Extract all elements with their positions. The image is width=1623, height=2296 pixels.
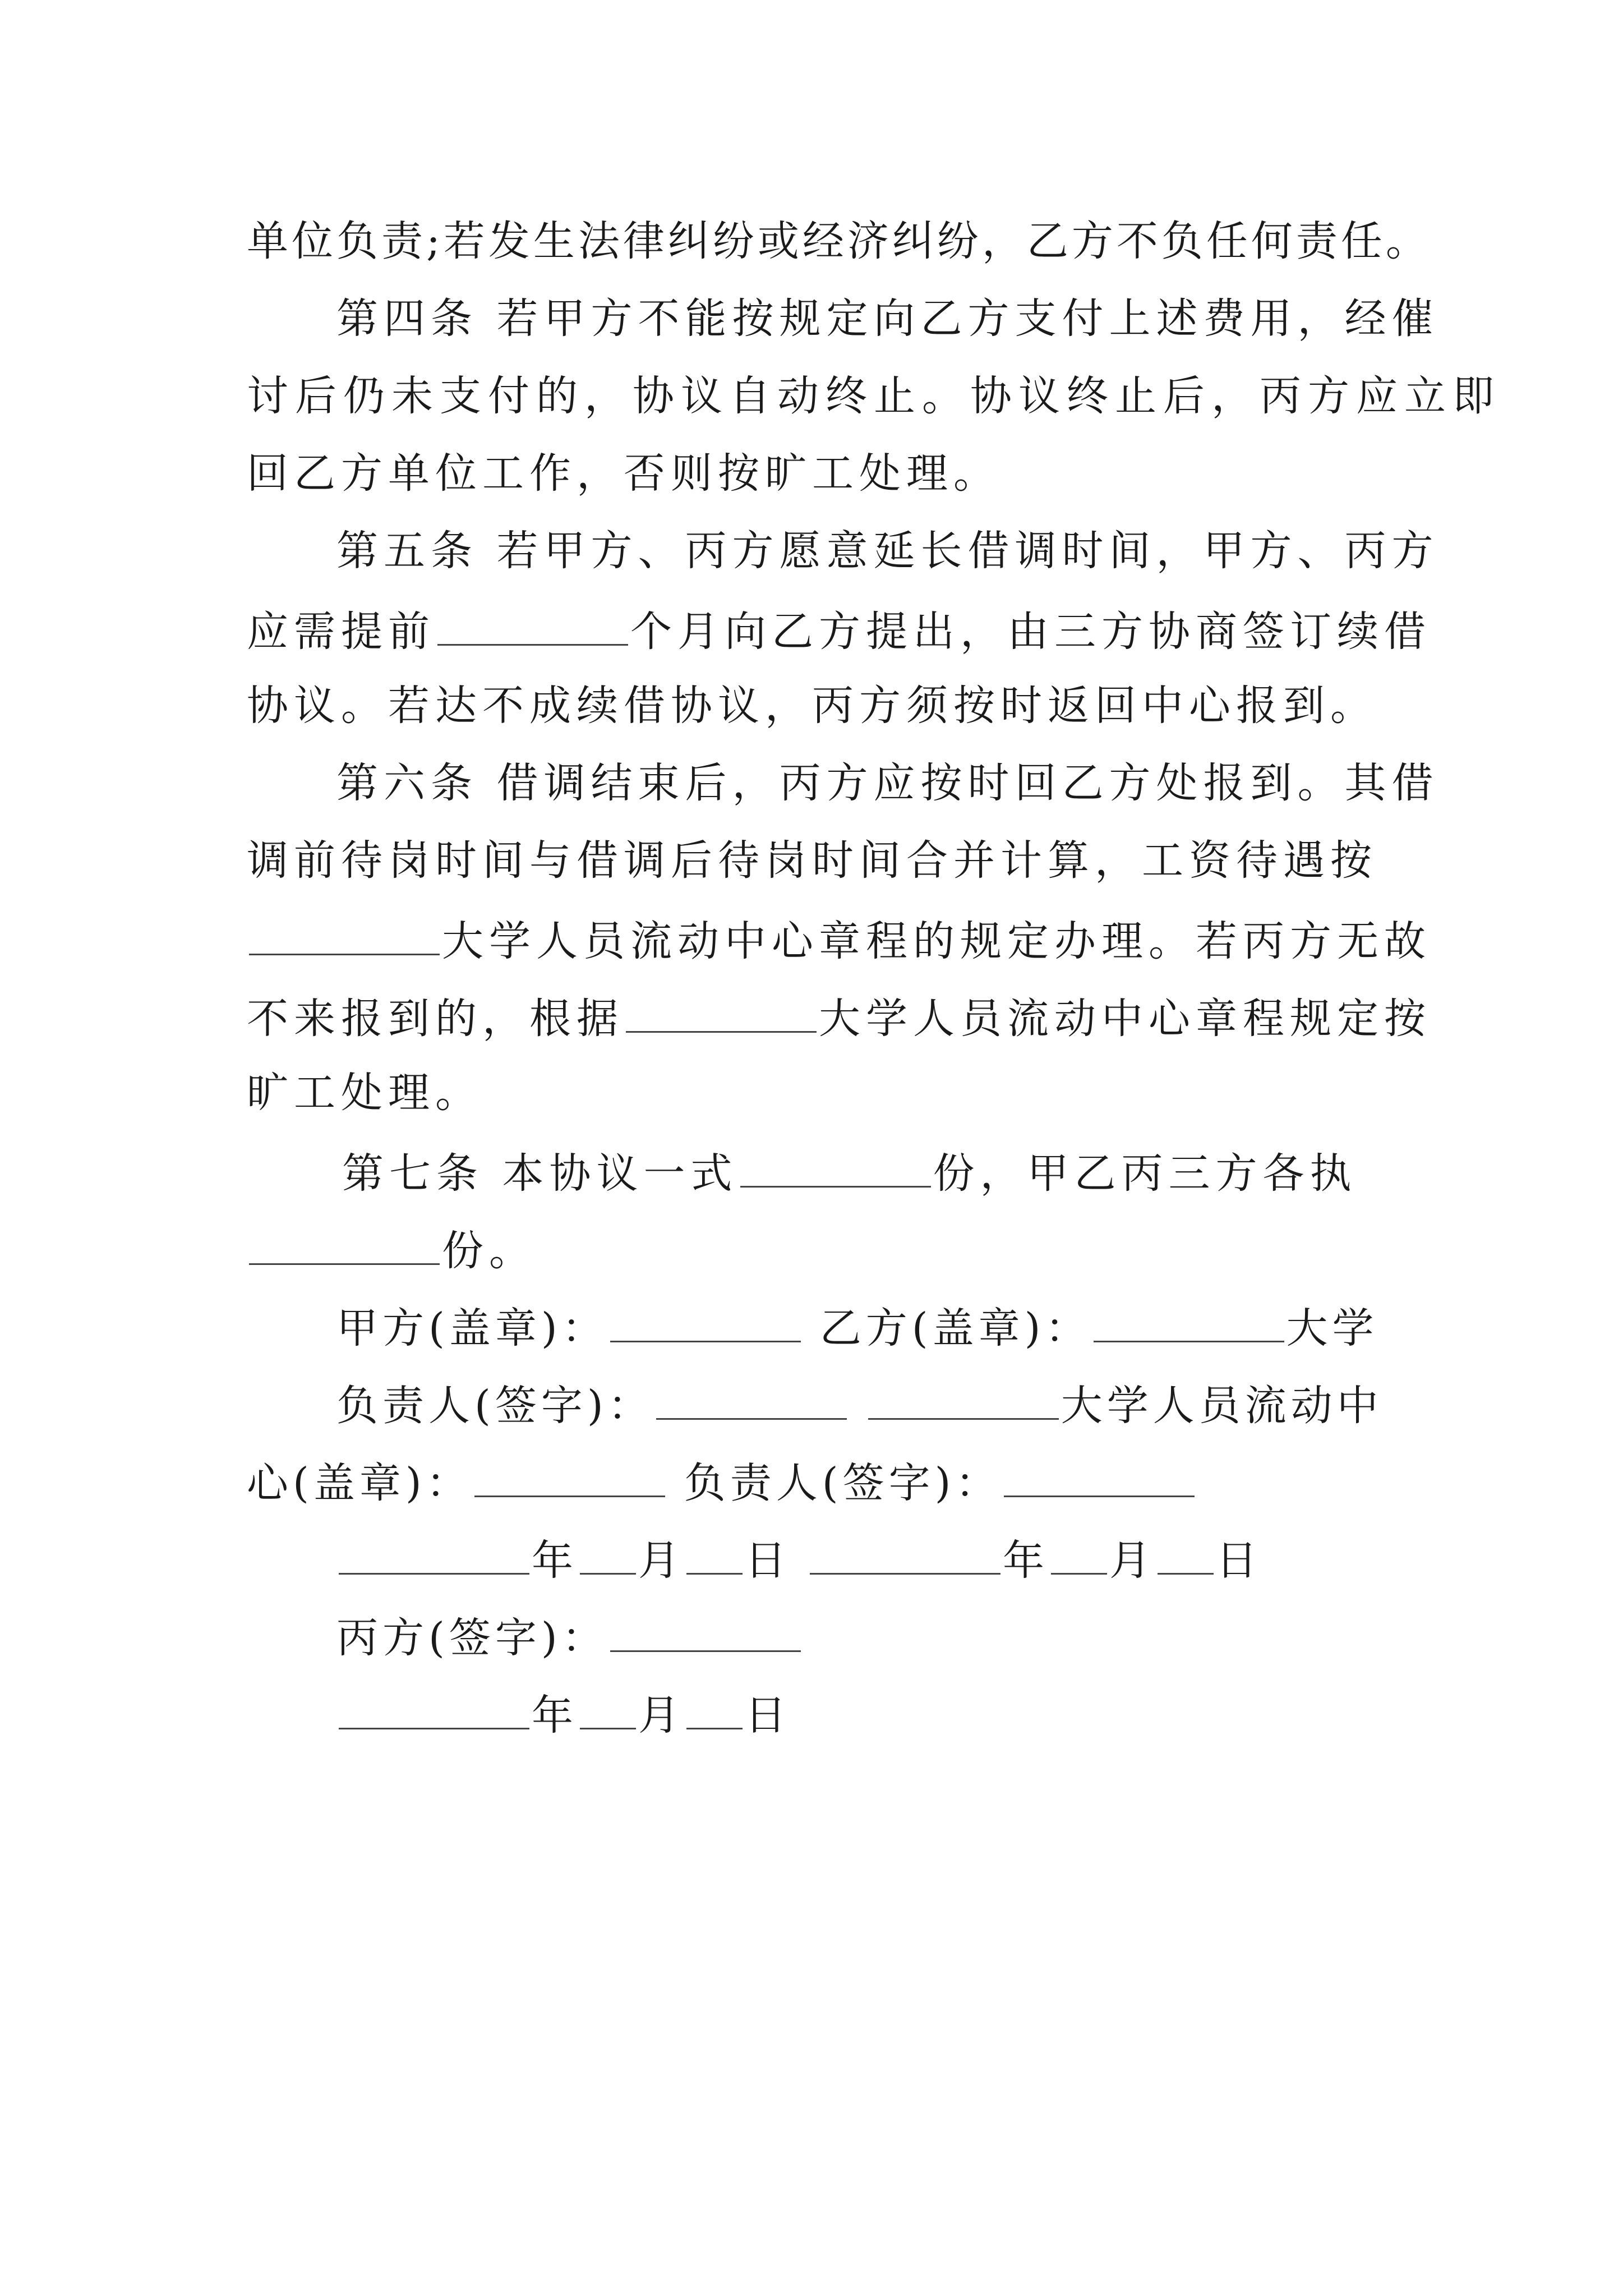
fill-blank-copies[interactable] xyxy=(740,1142,931,1188)
article-5-line-3 xyxy=(247,678,1377,734)
year-field[interactable] xyxy=(810,1529,1000,1575)
article-4-line-2 xyxy=(247,368,1501,424)
year-label: 年 xyxy=(1003,1536,1049,1585)
paragraph-text: 旷工处理。 xyxy=(247,1069,482,1117)
article-6-line-4 xyxy=(247,987,1431,1043)
paragraph-text: 应需提前 xyxy=(247,608,435,656)
paragraph-text: 第四条 若甲方不能按规定向乙方支付上述费用，经催 xyxy=(336,295,1439,343)
principal-sign-field[interactable] xyxy=(1004,1452,1195,1497)
paragraph-text: 协议。若达不成续借协议，丙方须按时返回中心报到。 xyxy=(247,682,1377,730)
fill-blank-university[interactable] xyxy=(626,987,817,1033)
year-label: 年 xyxy=(532,1691,578,1740)
paragraph-text: 份。 xyxy=(442,1227,536,1275)
date-line-ab xyxy=(336,1529,1262,1585)
party-c-sign-field[interactable] xyxy=(610,1607,801,1652)
paragraph-text: 第六条 借调结束后，丙方应按时回乙方处报到。其借 xyxy=(336,759,1439,807)
article-4-line-3 xyxy=(247,445,1000,501)
party-b-name-field[interactable] xyxy=(1094,1297,1284,1342)
principal-sign-field[interactable] xyxy=(656,1374,847,1420)
party-a-seal-field[interactable] xyxy=(610,1297,801,1342)
university-label: 大学 xyxy=(1286,1304,1378,1352)
principal-sign-label: 负责人(签字)： xyxy=(684,1459,1002,1507)
text-line xyxy=(247,213,1431,269)
year-field[interactable] xyxy=(339,1684,529,1729)
paragraph-text: 个月向乙方提出，由三方协商签订续借 xyxy=(630,608,1431,656)
day-field[interactable] xyxy=(686,1529,743,1575)
fill-blank-copies-each[interactable] xyxy=(249,1220,440,1265)
center-seal-field[interactable] xyxy=(474,1452,665,1497)
signature-line-party-c xyxy=(336,1607,803,1663)
month-field[interactable] xyxy=(1051,1529,1107,1575)
article-7-line-2 xyxy=(247,1220,536,1276)
party-b-seal-label: 乙方(盖章)： xyxy=(819,1304,1091,1352)
article-6-line-3 xyxy=(247,910,1431,966)
date-line-c xyxy=(336,1684,791,1740)
month-field[interactable] xyxy=(580,1529,636,1575)
fill-blank-months[interactable] xyxy=(437,600,628,646)
paragraph-text: 第五条 若甲方、丙方愿意延长借调时间，甲方、丙方 xyxy=(336,527,1439,575)
day-field[interactable] xyxy=(1158,1529,1214,1575)
paragraph-text: 第七条 本协议一式 xyxy=(342,1149,738,1198)
party-a-seal-label: 甲方(盖章)： xyxy=(336,1304,608,1352)
center-seal-label: 心(盖章)： xyxy=(247,1459,472,1507)
paragraph-text: 回乙方单位工作，否则按旷工处理。 xyxy=(247,449,1000,498)
signature-line-principal xyxy=(336,1374,1383,1430)
year-field[interactable] xyxy=(339,1529,529,1575)
month-label: 月 xyxy=(638,1691,684,1740)
month-label: 月 xyxy=(638,1536,684,1585)
article-5-line-1 xyxy=(336,523,1439,579)
party-c-sign-label: 丙方(签字)： xyxy=(336,1614,608,1662)
month-label: 月 xyxy=(1109,1536,1155,1585)
paragraph-text: 份，甲乙丙三方各执 xyxy=(933,1149,1357,1198)
article-6-line-1 xyxy=(336,755,1439,811)
principal-sign-label: 负责人(签字)： xyxy=(336,1382,654,1430)
signature-line-center xyxy=(247,1452,1197,1508)
paragraph-text: 不来报到的，根据 xyxy=(247,995,624,1043)
signature-line-seals xyxy=(336,1297,1378,1353)
article-4-line-1 xyxy=(336,291,1439,347)
year-label: 年 xyxy=(532,1536,578,1585)
day-field[interactable] xyxy=(686,1684,743,1729)
center-label: 大学人员流动中 xyxy=(1061,1382,1383,1430)
article-7-line-1 xyxy=(342,1142,1357,1198)
paragraph-text: 调前待岗时间与借调后待岗时间合并计算，工资待遇按 xyxy=(247,836,1377,885)
article-6-line-5 xyxy=(247,1065,482,1121)
day-label: 日 xyxy=(745,1536,791,1585)
day-label: 日 xyxy=(745,1691,791,1740)
month-field[interactable] xyxy=(580,1684,636,1729)
article-5-line-2 xyxy=(247,600,1431,656)
paragraph-text: 讨后仍未支付的，协议自动终止。协议终止后，丙方应立即 xyxy=(247,372,1501,420)
fill-blank-university[interactable] xyxy=(249,910,440,955)
day-label: 日 xyxy=(1216,1536,1262,1585)
article-6-line-2 xyxy=(247,832,1377,889)
paragraph-text: 单位负责;若发生法律纠纷或经济纠纷，乙方不负任何责任。 xyxy=(247,217,1431,265)
center-university-field[interactable] xyxy=(868,1374,1059,1420)
paragraph-text: 大学人员流动中心章程规定按 xyxy=(819,995,1431,1043)
paragraph-text: 大学人员流动中心章程的规定办理。若丙方无故 xyxy=(442,917,1431,965)
